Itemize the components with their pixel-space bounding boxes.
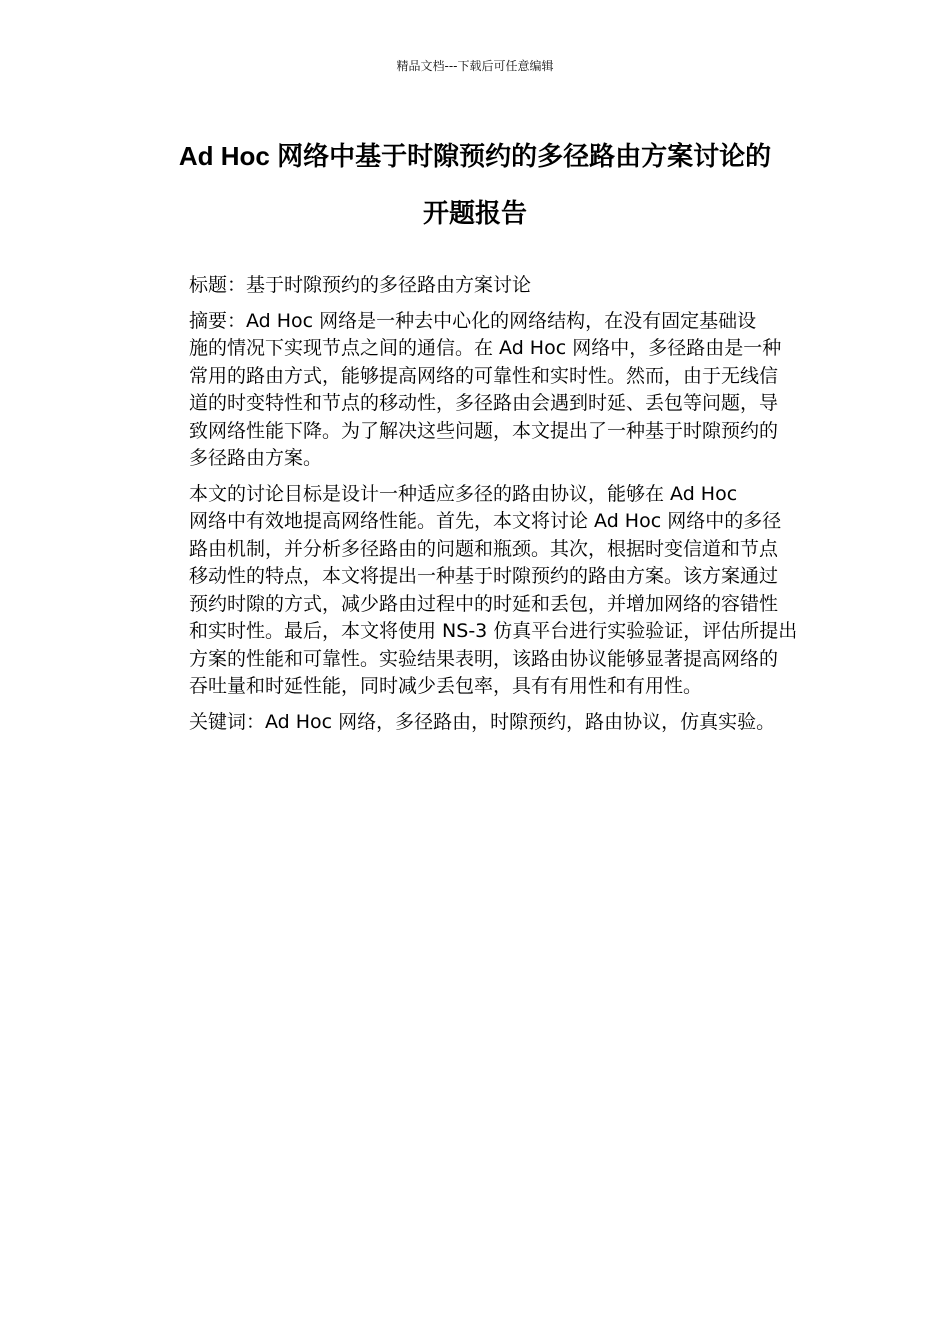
text-line: 移动性的特点，本文将提出一种基于时隙预约的路由方案。该方案通过 bbox=[189, 565, 779, 587]
text-line: 和实时性。最后，本文将使用 NS-3 仿真平台进行实验验证，评估所提出 bbox=[189, 620, 798, 642]
paragraph-keywords bbox=[145, 709, 815, 737]
paragraph-title-label bbox=[145, 272, 815, 300]
text-line: 吞吐量和时延性能，同时减少丢包率，具有有用性和有用性。 bbox=[189, 675, 703, 697]
text-line: 道的时变特性和节点的移动性，多径路由会遇到时延、丢包等问题，导 bbox=[189, 392, 779, 414]
paragraph-goals bbox=[145, 481, 815, 701]
text-line: 路由机制，并分析多径路由的问题和瓶颈。其次，根据时变信道和节点 bbox=[189, 537, 779, 560]
text-line: 摘要：Ad Hoc 网络是一种去中心化的网络结构，在没有固定基础设 bbox=[189, 309, 757, 332]
title-line-1: Ad Hoc 网络中基于时隙预约的多径路由方案讨论的 bbox=[178, 141, 772, 171]
text-line: 本文的讨论目标是设计一种适应多径的路由协议，能够在 Ad Hoc bbox=[189, 482, 738, 505]
text-line: 预约时隙的方式，减少路由过程中的时延和丢包，并增加网络的容错性 bbox=[189, 592, 779, 615]
text-line: 多径路由方案。 bbox=[189, 447, 323, 469]
text-line: 网络中有效地提高网络性能。首先，本文将讨论 Ad Hoc 网络中的多径 bbox=[189, 510, 782, 532]
header-note: 精品文档---下载后可任意编辑 bbox=[396, 59, 554, 73]
text-line: 常用的路由方式，能够提高网络的可靠性和实时性。然而，由于无线信 bbox=[189, 364, 779, 387]
title-line-2: 开题报告 bbox=[422, 198, 527, 228]
text-line: 致网络性能下降。为了解决这些问题，本文提出了一种基于时隙预约的 bbox=[189, 419, 779, 442]
text-line: 施的情况下实现节点之间的通信。在 Ad Hoc 网络中，多径路由是一种 bbox=[189, 337, 782, 359]
text-line: 标题：基于时隙预约的多径路由方案讨论 bbox=[189, 274, 532, 296]
text-line: 关键词：Ad Hoc 网络，多径路由，时隙预约，路由协议，仿真实验。 bbox=[189, 710, 776, 733]
document-body bbox=[145, 272, 815, 744]
text-line: 方案的性能和可靠性。实验结果表明，该路由协议能够显著提高网络的 bbox=[189, 647, 779, 670]
paragraph-abstract bbox=[145, 308, 815, 473]
